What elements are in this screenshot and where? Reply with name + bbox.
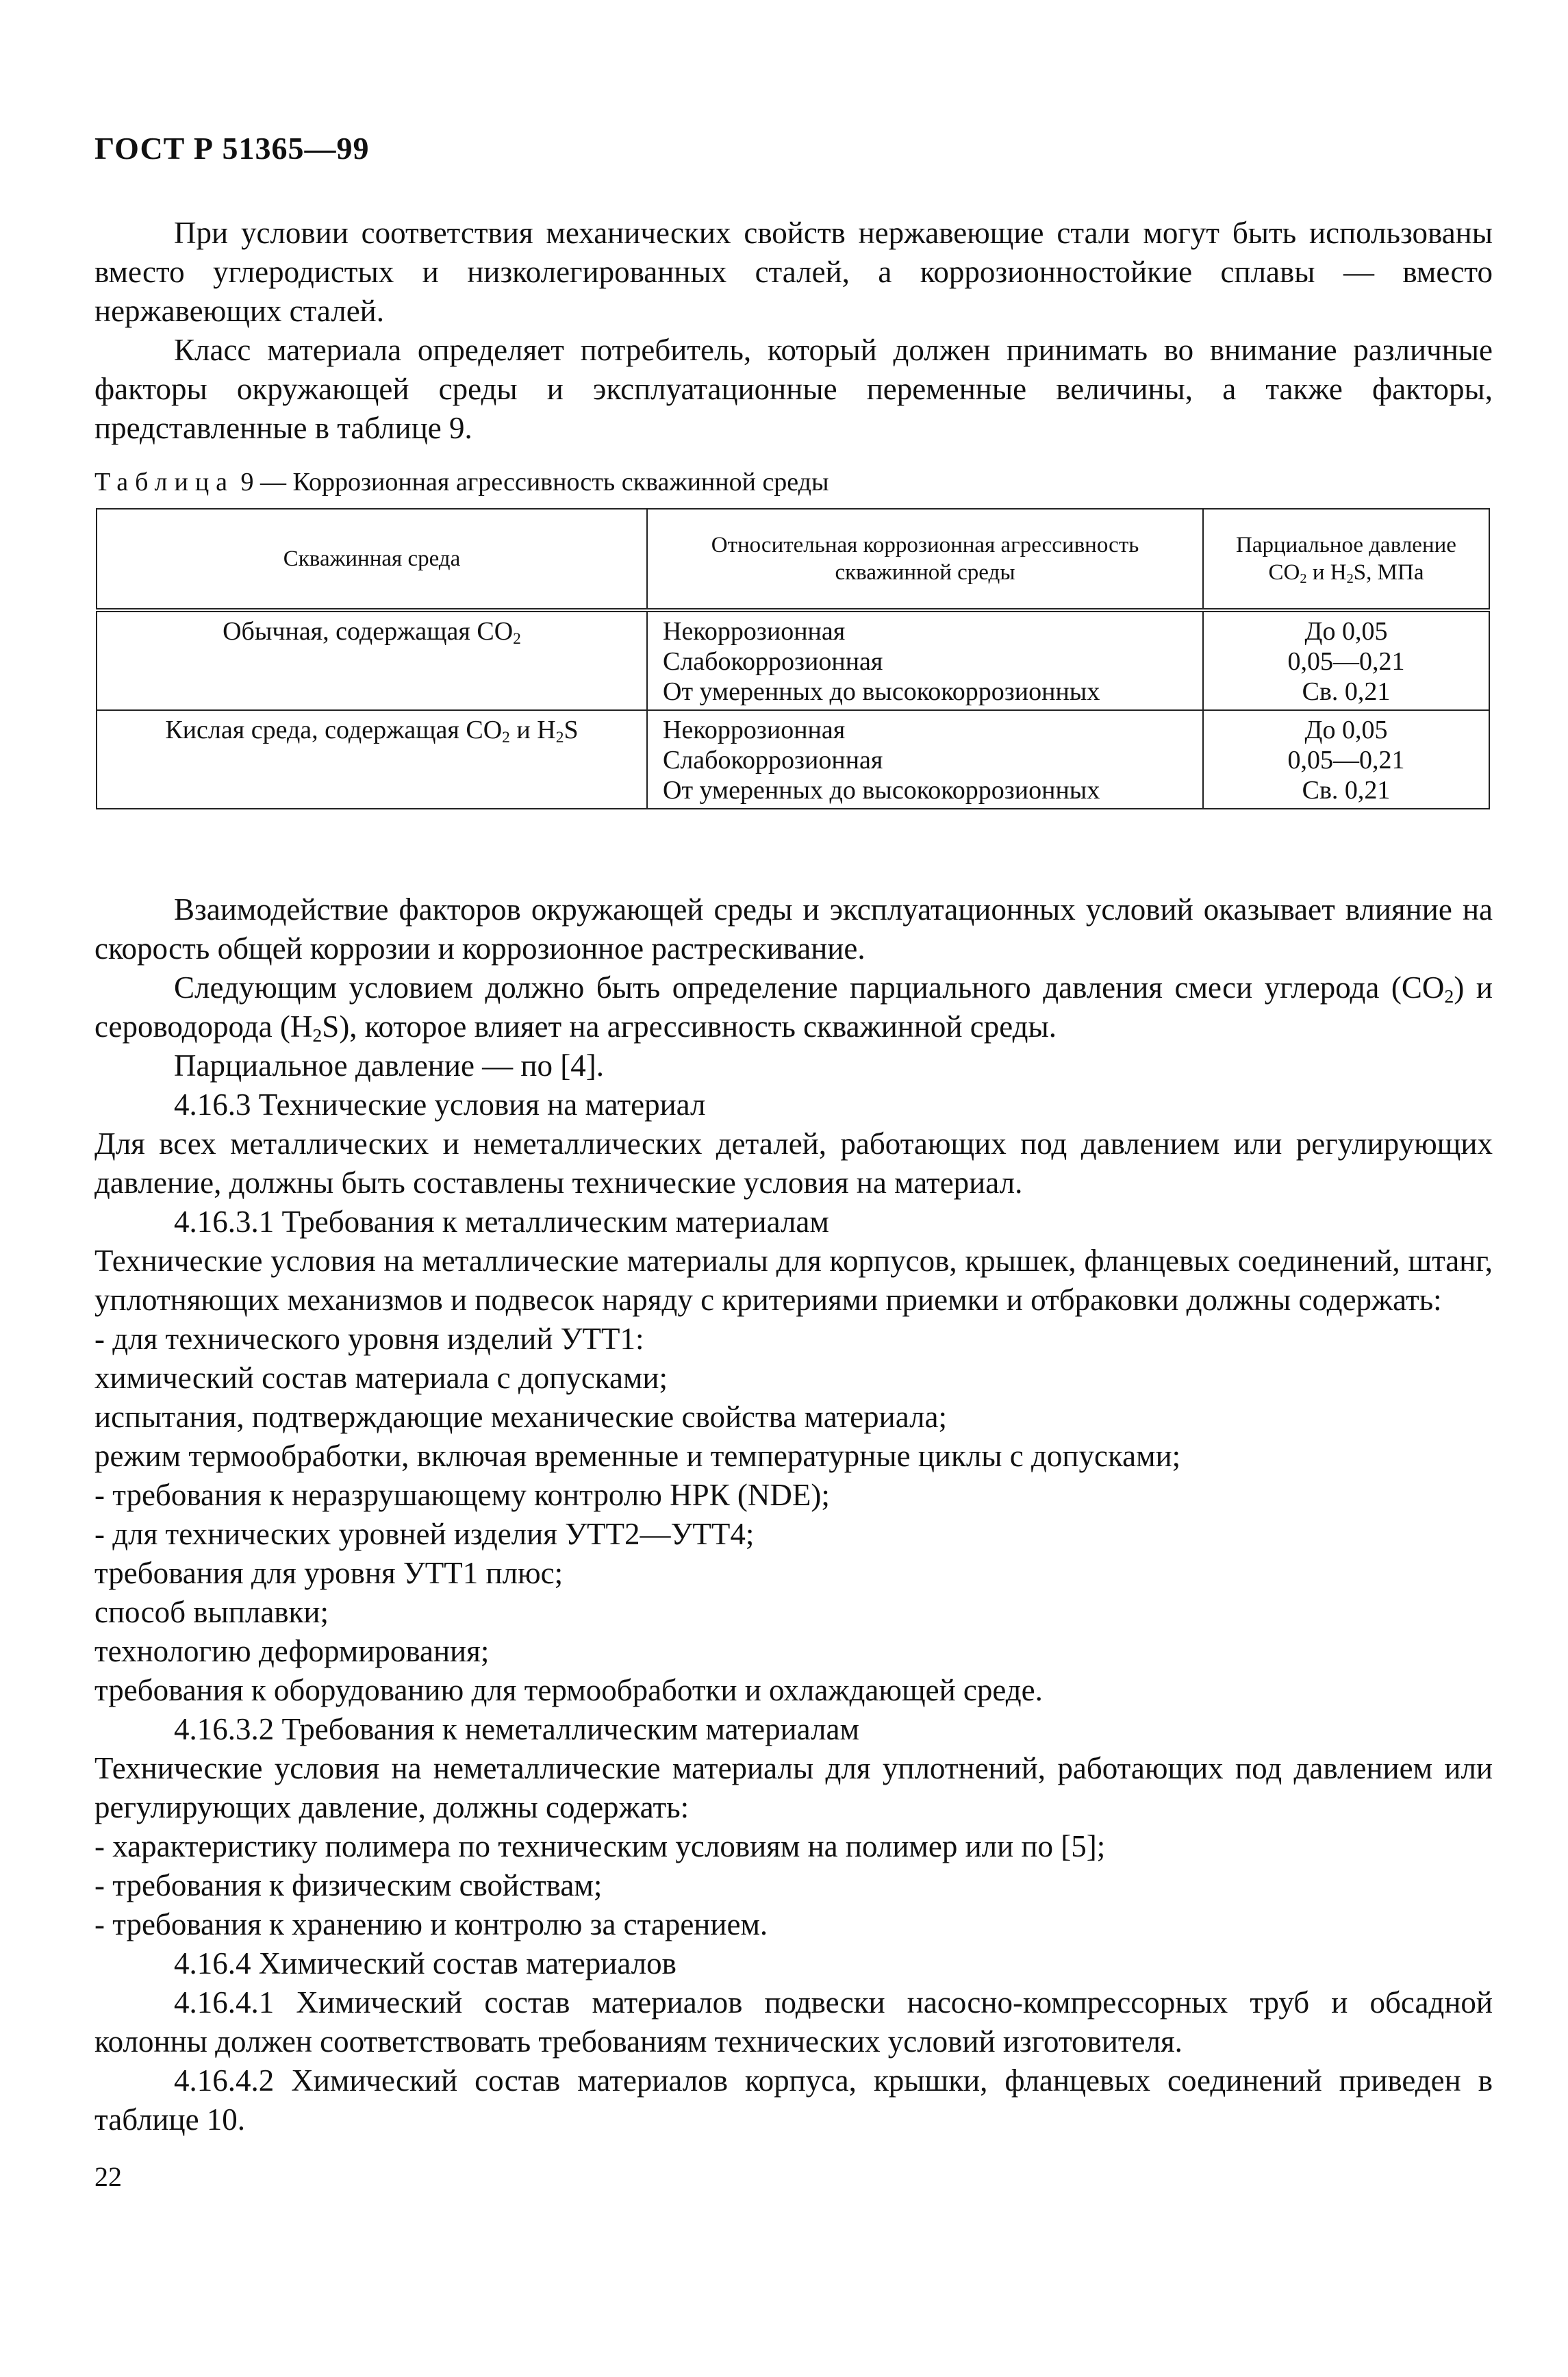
section-heading: 4.16.3.2 Требования к неметаллическим материалам (174, 1712, 859, 1746)
header-pressure-line (1204, 559, 1489, 586)
header-pressure-sub: 2 (1300, 571, 1307, 587)
header-pressure-part: S, МПа (1353, 560, 1424, 585)
cell-aggressiveness (647, 610, 1203, 710)
list-item: химический состав материала с допусками; (94, 1361, 668, 1395)
table-caption (94, 467, 829, 497)
env-sub: 2 (513, 629, 521, 648)
table-row (97, 610, 1489, 710)
header-pressure-sub: 2 (1346, 571, 1354, 587)
body-section (94, 890, 1493, 2139)
list-item: технологию деформирования; (94, 1634, 490, 1668)
body-paragraph: Технические условия на металлические материалы для корпусов, крышек, фланцевых соединений, штанг, уплотняющих механизмов и подвесок наряду с критериями приемки и отбраковки должны содержать: (94, 1244, 1493, 1317)
header-pressure-part: и H (1306, 560, 1347, 585)
cell-environment (97, 710, 647, 809)
intro-paragraph: При условии соответствия механических свойств нержавеющие стали могут быть использованы вместо углеродистых и низколегированных сталей, а коррозионностойкие сплавы — вместо нержавеющих сталей. (94, 216, 1493, 328)
list-item: требования для уровня УТТ1 плюс; (94, 1556, 564, 1590)
env-text: и H (509, 716, 556, 744)
header-aggressiveness-line: скважинной среды (835, 560, 1015, 585)
header-pressure-part: CO (1268, 560, 1300, 585)
pressure-value: Св. 0,21 (1302, 776, 1391, 805)
header-pressure (1203, 509, 1489, 610)
pressure-value: До 0,05 (1304, 716, 1388, 744)
aggressiveness-value: Слабокоррозионная (663, 647, 883, 676)
body-paragraph: Технические условия на неметаллические материалы для уплотнений, работающих под давлением или регулирующих давление, должны содержать: (94, 1751, 1493, 1824)
list-item: способ выплавки; (94, 1595, 329, 1629)
body-paragraph: Парциальное давление — по [4]. (174, 1048, 604, 1083)
pressure-value: Св. 0,21 (1302, 677, 1391, 706)
section-heading: 4.16.3.1 Требования к металлическим материалам (174, 1205, 829, 1239)
aggressiveness-value: От умеренных до высококоррозионных (663, 776, 1100, 805)
aggressiveness-value: Некоррозионная (663, 617, 846, 646)
cell-pressure (1203, 710, 1489, 809)
intro-section (94, 214, 1493, 448)
body-text: S), которое влияет на агрессивность скважинной среды. (322, 1009, 1057, 1044)
pressure-value: 0,05—0,21 (1287, 746, 1405, 775)
list-item: испытания, подтверждающие механические свойства материала; (94, 1400, 948, 1434)
header-aggressiveness (647, 509, 1203, 610)
header-aggressiveness-line: Относительная коррозионная агрессивность (711, 533, 1139, 557)
list-item: режим термообработки, включая временные и температурные циклы с допусками; (94, 1439, 1181, 1473)
table-row (97, 710, 1489, 809)
section-heading: 4.16.3 Технические условия на материал (174, 1087, 706, 1122)
page-number: 22 (94, 2161, 122, 2192)
table-header-row (97, 509, 1489, 610)
aggressiveness-value: От умеренных до высококоррозионных (663, 677, 1100, 706)
list-item: - для технических уровней изделия УТТ2—УТТ4; (94, 1517, 755, 1551)
aggressiveness-value: Некоррозионная (663, 716, 846, 744)
env-text: Кислая среда, содержащая CO (165, 716, 503, 744)
cell-environment (97, 610, 647, 710)
body-paragraph: 4.16.4.1 Химический состав материалов подвески насосно-компрессорных труб и обсадной колонны должен соответствовать требованиям технических условий изготовителя. (94, 1985, 1493, 2059)
env-sub: 2 (555, 728, 564, 746)
env-text: S (564, 716, 579, 744)
table-caption-label: Таблица (94, 468, 235, 496)
body-paragraph: 4.16.4.2 Химический состав материалов корпуса, крышки, фланцевых соединений приведен в таблице 10. (94, 2063, 1493, 2137)
header-environment: Скважинная среда (97, 509, 647, 610)
body-paragraph: Для всех металлических и неметаллических деталей, работающих под давлением или регулирующих давление, должны быть составлены технические условия на материал. (94, 1127, 1493, 1200)
list-item: требования к оборудованию для термообработки и охлаждающей среде. (94, 1673, 1043, 1707)
table-caption-text: 9 — Коррозионная агрессивность скважинной среды (240, 468, 829, 496)
env-sub: 2 (502, 728, 510, 746)
corrosion-table (96, 508, 1490, 809)
list-item: - требования к хранению и контролю за старением. (94, 1907, 768, 1941)
pressure-value: 0,05—0,21 (1287, 647, 1405, 676)
list-item: - для технического уровня изделий УТТ1: (94, 1322, 644, 1356)
body-paragraph: Взаимодействие факторов окружающей среды и эксплуатационных условий оказывает влияние на скорость общей коррозии и коррозионное растрескивание. (94, 892, 1493, 966)
list-item: - требования к физическим свойствам; (94, 1868, 603, 1902)
aggressiveness-value: Слабокоррозионная (663, 746, 883, 775)
body-text: ) и сероводорода (H (94, 970, 1493, 1044)
header-pressure-line: Парциальное давление (1236, 533, 1456, 557)
cell-aggressiveness (647, 710, 1203, 809)
body-sub: 2 (312, 1024, 323, 1046)
intro-paragraph: Класс материала определяет потребитель, который должен принимать во внимание различные факторы окружающей среды и эксплуатационные переменные величины, а также факторы, представленные в таблице 9. (94, 333, 1493, 445)
list-item: - характеристику полимера по техническим условиям на полимер или по [5]; (94, 1829, 1106, 1863)
section-heading: 4.16.4 Химический состав материалов (174, 1946, 676, 1980)
body-sub: 2 (1444, 985, 1454, 1007)
cell-pressure (1203, 610, 1489, 710)
document-code: ГОСТ Р 51365—99 (94, 131, 370, 166)
pressure-value: До 0,05 (1304, 617, 1388, 646)
body-paragraph (94, 968, 1493, 1046)
env-text: Обычная, содержащая CO (223, 617, 514, 646)
list-item: - требования к неразрушающему контролю НРК (NDE); (94, 1478, 830, 1512)
body-text: Следующим условием должно быть определение парциального давления смеси углерода (CO (174, 970, 1445, 1005)
